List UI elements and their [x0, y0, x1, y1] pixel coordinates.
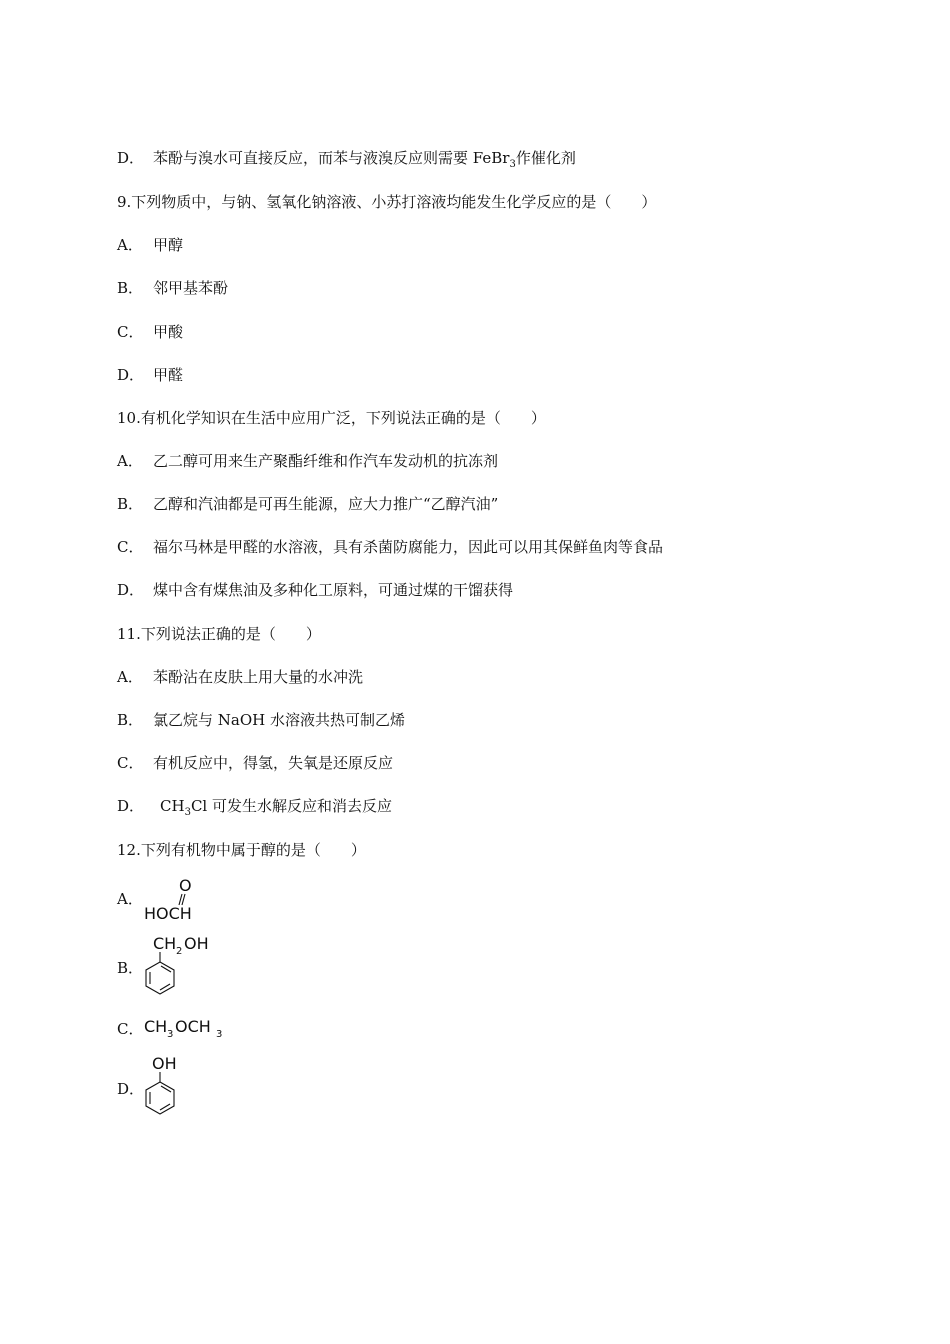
option-text-after: Cl 可发生水解反应和消去反应	[190, 797, 392, 815]
subscript-3: 3	[167, 1029, 174, 1040]
oh-label: OH	[152, 1054, 177, 1073]
q12-option-b-label: B．	[117, 959, 144, 977]
option-label: A．	[117, 452, 143, 470]
option-label: D．	[117, 797, 145, 815]
option-text: 邻甲基苯酚	[153, 279, 229, 297]
q11-stem: 11.下列说法正确的是（ ）	[117, 625, 321, 643]
q10-option-c	[117, 537, 663, 557]
option-label: B．	[117, 495, 144, 513]
hoch-label: HOCH	[144, 904, 192, 923]
q11-option-d	[117, 796, 392, 819]
option-label: D．	[117, 366, 145, 384]
option-text: 甲醇	[153, 236, 184, 254]
q12-option-d-structure	[140, 1052, 200, 1120]
q12-option-c-structure	[142, 1012, 237, 1042]
option-label: D．	[117, 149, 145, 167]
option-text: 煤中含有煤焦油及多种化工原料，可通过煤的干馏获得	[153, 581, 514, 599]
och-label: OCH	[175, 1017, 211, 1036]
q12-option-a-structure	[142, 874, 212, 924]
option-label: C．	[117, 323, 144, 341]
ch-label: CH	[153, 934, 177, 953]
q9-option-d	[117, 365, 183, 385]
option-label: D．	[117, 581, 145, 599]
option-label: A．	[117, 668, 143, 686]
option-text: 苯酚沾在皮肤上用大量的水冲洗	[153, 668, 364, 686]
option-text: 甲醛	[153, 366, 184, 384]
q9-stem: 9.下列物质中，与钠、氢氧化钠溶液、小苏打溶液均能发生化学反应的是（ ）	[117, 193, 657, 211]
q11-option-b	[117, 710, 405, 730]
ch-label: CH	[144, 1017, 168, 1036]
oxygen-label: O	[179, 876, 192, 895]
q10-option-b	[117, 494, 498, 514]
option-label: B．	[117, 279, 144, 297]
option-text: CH	[160, 797, 185, 815]
subscript: 3	[509, 159, 516, 170]
option-text: 福尔马林是甲醛的水溶液，具有杀菌防腐能力，因此可以用其保鲜鱼肉等食品	[153, 538, 664, 556]
option-label: A．	[117, 236, 143, 254]
q12-option-c-label: C．	[117, 1020, 144, 1038]
option-text: 乙醇和汽油都是可再生能源，应大力推广“乙醇汽油”	[153, 495, 499, 513]
q11-option-c	[117, 753, 393, 773]
option-label: B．	[117, 711, 144, 729]
subscript-3b: 3	[216, 1029, 223, 1040]
q12-stem: 12.下列有机物中属于醇的是（ ）	[117, 841, 366, 859]
q12-option-a-label: A．	[117, 890, 143, 908]
q10-stem: 10.有机化学知识在生活中应用广泛，下列说法正确的是（ ）	[117, 409, 546, 427]
oh-label: OH	[184, 934, 209, 953]
subscript: 3	[184, 807, 191, 818]
option-text: 氯乙烷与 NaOH 水溶液共热可制乙烯	[153, 711, 405, 729]
option-text: 甲酸	[153, 323, 184, 341]
subscript-2: 2	[176, 946, 183, 957]
q10-option-a	[117, 451, 498, 471]
option-label: C．	[117, 754, 144, 772]
q11-option-a	[117, 667, 363, 687]
q10-option-d	[117, 580, 513, 600]
q9-option-a	[117, 235, 183, 255]
q12-option-b-structure	[140, 932, 230, 1000]
q9-option-b	[117, 278, 228, 298]
option-text-after: 作催化剂	[515, 149, 576, 167]
option-text: 乙二醇可用来生产聚酯纤维和作汽车发动机的抗冻剂	[153, 452, 499, 470]
q9-option-c	[117, 322, 183, 342]
q12-option-d-label: D．	[117, 1080, 145, 1098]
q8-option-d	[117, 148, 576, 171]
option-label: C．	[117, 538, 144, 556]
option-text: 有机反应中，得氢，失氧是还原反应	[153, 754, 394, 772]
option-text: 苯酚与溴水可直接反应，而苯与液溴反应则需要 FeBr	[153, 149, 510, 167]
